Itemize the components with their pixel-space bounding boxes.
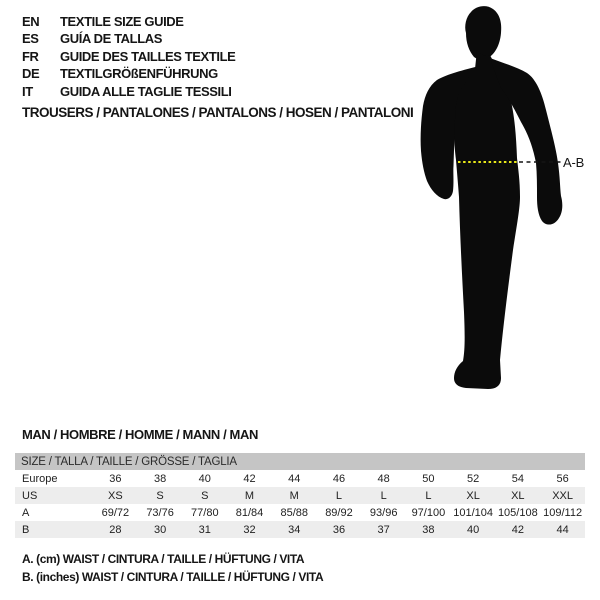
row-label-b: B — [22, 523, 30, 536]
size-cell: 81/84 — [235, 506, 264, 519]
size-cell: 44 — [288, 472, 301, 485]
man-silhouette-figure — [390, 0, 600, 400]
lang-label: GUIDA ALLE TAGLIE TESSILI — [60, 83, 232, 99]
size-cell: 31 — [198, 523, 211, 536]
lang-row-fr — [22, 48, 235, 65]
size-cell: 42 — [243, 472, 256, 485]
lang-code: DE — [22, 66, 40, 82]
category-title: TROUSERS / PANTALONES / PANTALONS / HOSEN / PANTALONI — [22, 105, 414, 120]
size-cell: 32 — [243, 523, 256, 536]
footnote-b: B. (inches) WAIST / CINTURA / TAILLE / HÜFTUNG / VITA — [22, 569, 324, 584]
lang-code: IT — [22, 83, 33, 99]
size-cell: 109/112 — [543, 506, 583, 519]
size-cell: 46 — [332, 472, 346, 485]
size-cell: 44 — [556, 523, 569, 536]
lang-row-en — [22, 13, 235, 30]
section-title-man: MAN / HOMBRE / HOMME / MANN / MAN — [22, 427, 258, 442]
size-cell: 52 — [466, 472, 480, 485]
size-cell: XS — [108, 489, 123, 502]
lang-row-it — [22, 83, 235, 100]
size-cell: XL — [466, 489, 480, 502]
row-label-us: US — [22, 489, 38, 502]
man-silhouette-svg — [390, 0, 600, 400]
row-label-europe: Europe — [22, 472, 58, 485]
size-cell: 89/92 — [325, 506, 353, 519]
lang-code: ES — [22, 31, 39, 47]
size-cell: M — [289, 489, 299, 502]
measure-label-ab: A-B — [563, 155, 585, 170]
table-row-a-cm — [15, 504, 585, 521]
size-cell: 42 — [511, 523, 524, 536]
lang-label: TEXTILGRÖßENFÜHRUNG — [60, 66, 218, 82]
size-cell: S — [156, 489, 164, 502]
lang-code: EN — [22, 14, 40, 29]
language-title-list — [22, 13, 235, 100]
size-cell: 73/76 — [146, 506, 174, 519]
size-cell: 77/80 — [191, 506, 219, 519]
size-cell: 28 — [109, 523, 122, 536]
lang-label: GUÍA DE TALLAS — [60, 31, 163, 47]
size-table-header-row — [15, 453, 585, 470]
size-cell: 54 — [511, 472, 524, 485]
lang-label: GUIDE DES TAILLES TEXTILE — [60, 48, 236, 64]
table-row-b-inches — [15, 521, 585, 538]
size-cell: 40 — [466, 523, 480, 536]
table-row-europe — [15, 470, 585, 487]
measurement-footnotes — [22, 551, 323, 586]
size-cell: 85/88 — [280, 506, 308, 519]
size-cell: 69/72 — [101, 506, 130, 519]
size-cell: 38 — [153, 472, 167, 485]
lang-row-de — [22, 65, 235, 82]
size-cell: 105/108 — [497, 506, 538, 519]
size-cell: 38 — [422, 523, 435, 536]
size-cell: XXL — [552, 489, 573, 502]
size-cell: 36 — [109, 472, 122, 485]
size-cell: 40 — [198, 472, 211, 485]
table-row-us — [15, 487, 585, 504]
size-cell: XL — [511, 489, 525, 502]
size-cell: 97/100 — [411, 506, 446, 519]
lang-row-es — [22, 30, 235, 47]
row-label-a: A — [22, 506, 30, 519]
size-cell: M — [244, 489, 255, 502]
size-table-header: SIZE / TALLA / TAILLE / GRÖSSE / TAGLIA — [15, 453, 585, 470]
size-cell: 56 — [556, 472, 569, 485]
size-table — [15, 453, 585, 538]
size-cell: L — [425, 489, 432, 502]
lang-label: TEXTILE SIZE GUIDE — [60, 14, 184, 29]
silhouette-head — [465, 6, 501, 60]
footnote-a: A. (cm) WAIST / CINTURA / TAILLE / HÜFTUNG / VITA — [22, 552, 305, 566]
lang-code: FR — [22, 48, 39, 64]
size-cell: 34 — [288, 523, 301, 536]
size-cell: 93/96 — [369, 506, 398, 519]
size-cell: 36 — [332, 523, 346, 536]
size-cell: 48 — [377, 472, 390, 485]
size-cell: 30 — [153, 523, 167, 536]
size-cell: L — [380, 489, 387, 502]
size-cell: S — [201, 489, 209, 502]
size-cell: 37 — [377, 523, 390, 536]
size-cell: 101/104 — [453, 506, 493, 519]
size-cell: 50 — [422, 472, 435, 485]
size-cell: L — [335, 489, 343, 502]
